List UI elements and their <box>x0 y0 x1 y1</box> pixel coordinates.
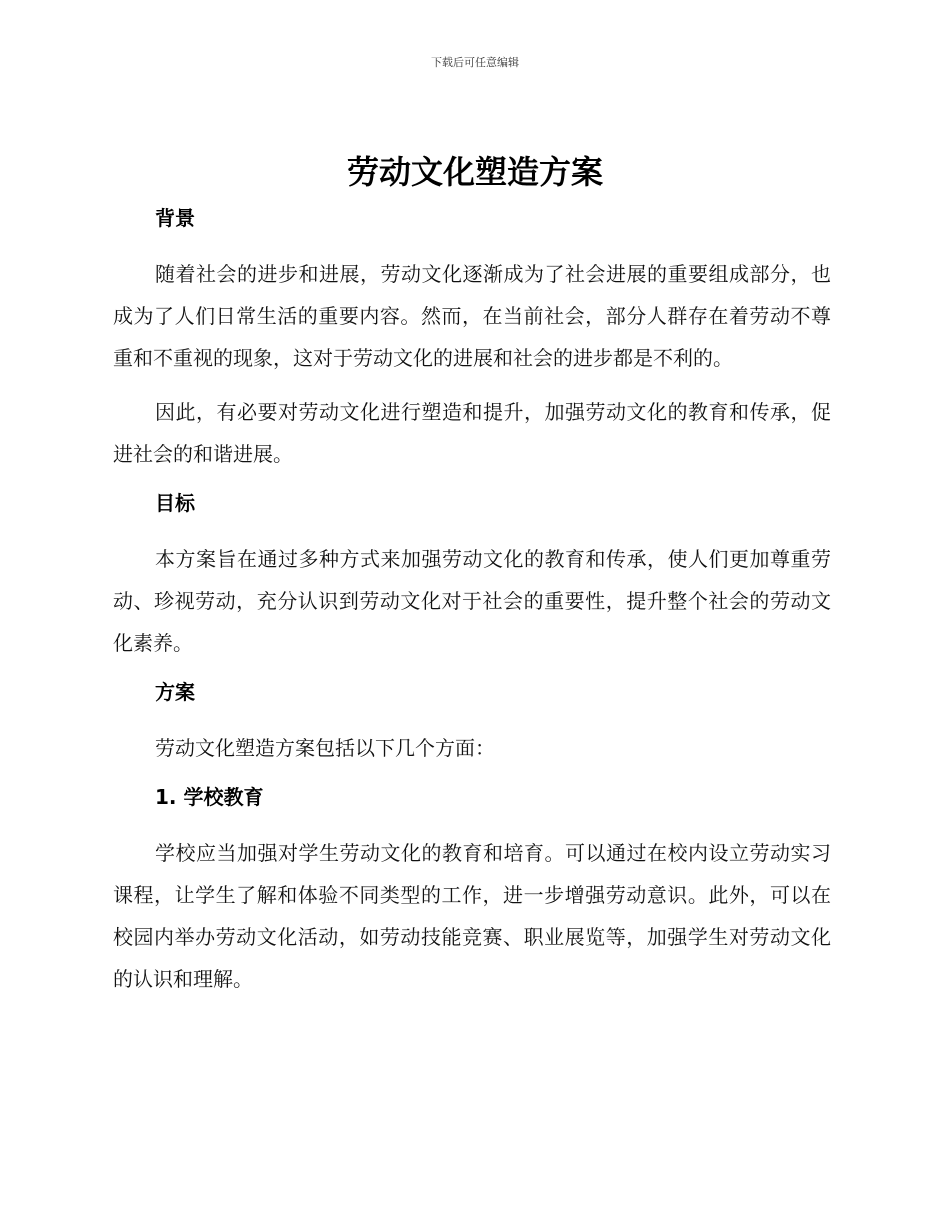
paragraph-goal-1: 本方案旨在通过多种方式来加强劳动文化的教育和传承，使人们更加尊重劳动、珍视劳动，充分认识到劳动文化对于社会的重要性，提升整个社会的劳动文化素养。 <box>113 547 831 655</box>
paragraph-background-1: 随着社会的进步和进展，劳动文化逐渐成为了社会进展的重要组成部分，也成为了人们日常生活的重要内容。然而，在当前社会，部分人群存在着劳动不尊重和不重视的现象，这对于劳动文化的进展和社会的进步都是不利的。 <box>113 262 831 370</box>
paragraph-plan-intro: 劳动文化塑造方案包括以下几个方面： <box>155 736 495 760</box>
document-title: 劳动文化塑造方案 <box>346 153 603 191</box>
section-heading-background: 背景 <box>155 206 195 230</box>
header-note: 下载后可任意编辑 <box>431 56 519 69</box>
paragraph-background-2: 因此，有必要对劳动文化进行塑造和提升，加强劳动文化的教育和传承，促进社会的和谐进展。 <box>113 400 831 466</box>
section-heading-plan: 方案 <box>155 680 195 704</box>
subsection-heading-school-education: 1. 学校教育 <box>155 785 264 809</box>
section-heading-goal: 目标 <box>155 491 195 515</box>
paragraph-school-education: 学校应当加强对学生劳动文化的教育和培育。可以通过在校内设立劳动实习课程，让学生了解和体验不同类型的工作，进一步增强劳动意识。此外，可以在校园内举办劳动文化活动，如劳动技能竞赛、职业展览等，加强学生对劳动文化的认识和理解。 <box>113 841 831 991</box>
document-body <box>113 203 831 1000</box>
